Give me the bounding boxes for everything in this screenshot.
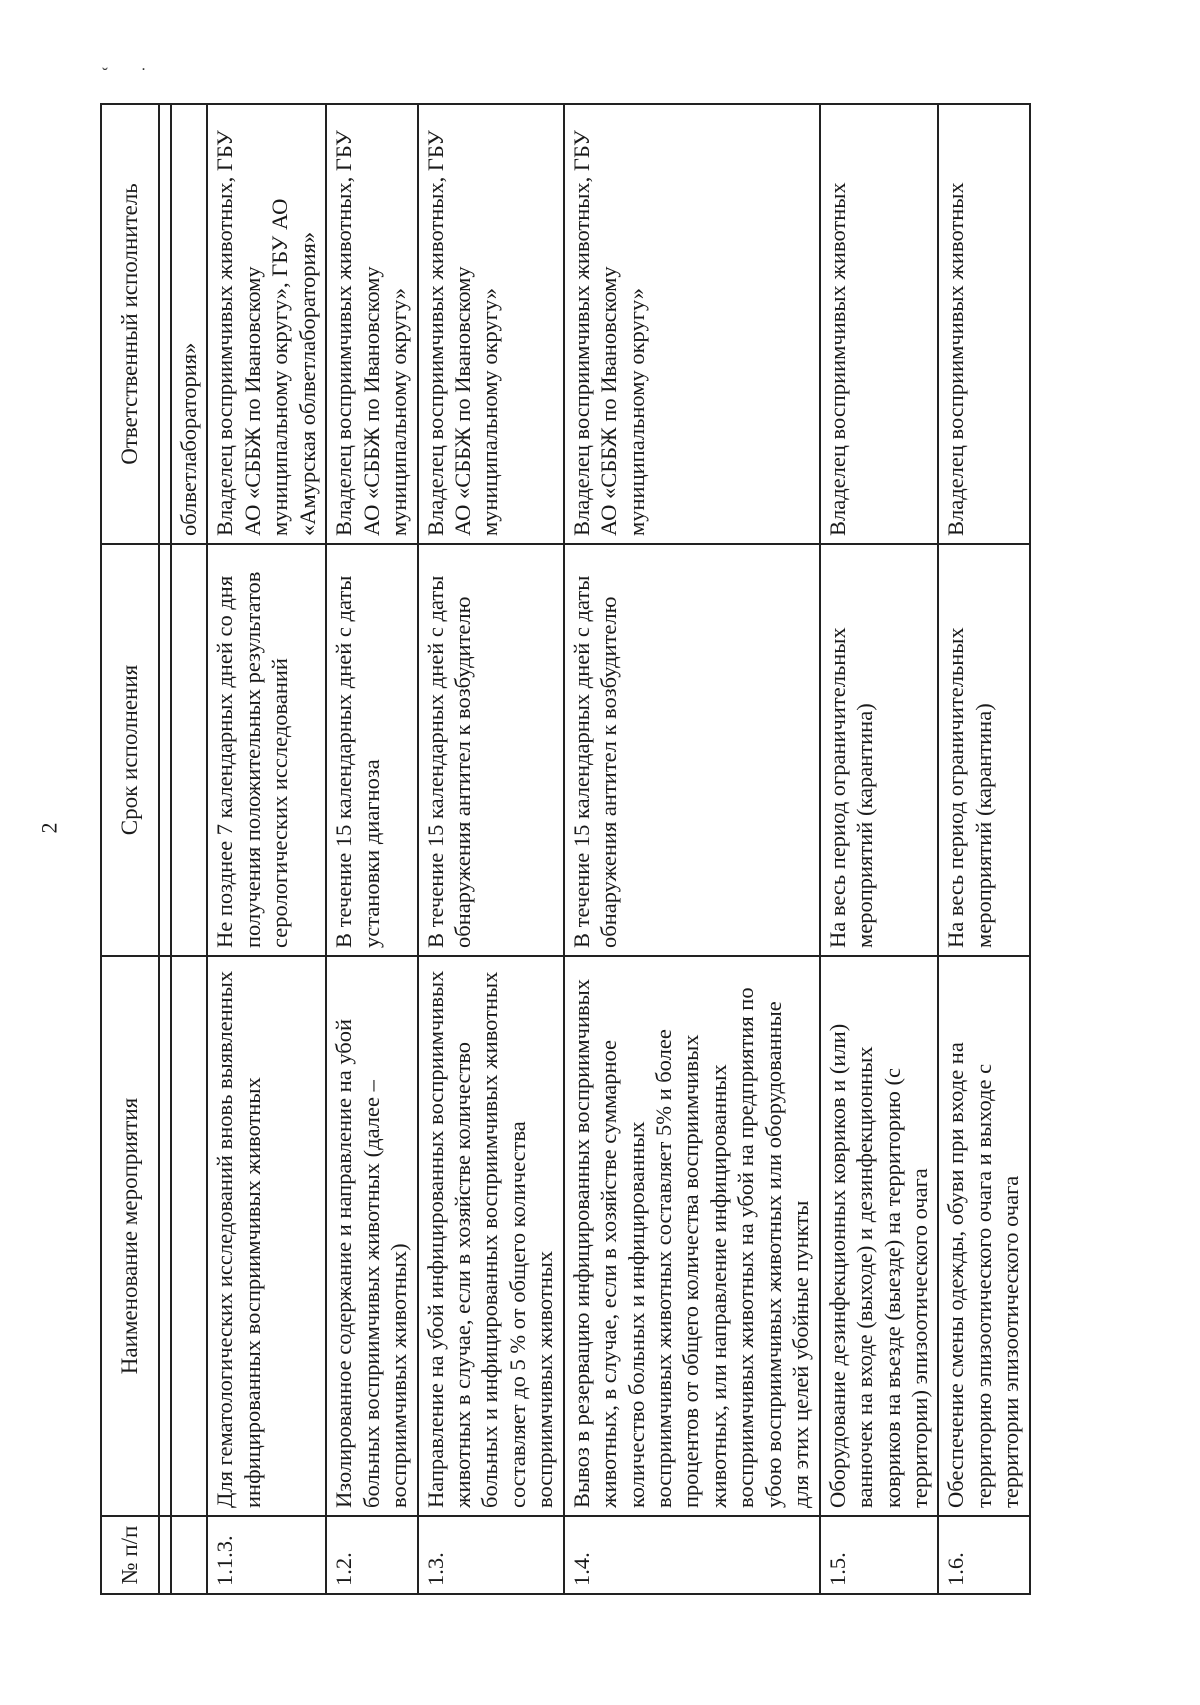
header-responsible: Ответственный исполнитель	[101, 104, 159, 544]
row-responsible: Владелец восприимчивых животных	[820, 104, 939, 544]
table-row	[564, 104, 820, 1594]
row-term: На весь период ограничительных мероприятий (карантина)	[820, 544, 939, 956]
table-row	[207, 104, 326, 1594]
row-responsible: Владелец восприимчивых животных	[938, 104, 1029, 544]
row-term: На весь период ограничительных мероприятий (карантина)	[938, 544, 1029, 956]
header-name: Наименование мероприятия	[101, 956, 159, 1516]
row-responsible: Владелец восприимчивых животных, ГБУ АО «СББЖ по Ивановскому муниципальному округу»	[326, 104, 417, 544]
scan-marks: ˘ ˙	[102, 64, 161, 84]
row-num: 1.1.3.	[207, 1516, 326, 1594]
measures-table	[100, 103, 1031, 1595]
header-num: № п/п	[101, 1516, 159, 1594]
row-name: Изолированное содержание и направление на убой больных восприимчивых животных (далее – восприимчивых животных)	[326, 956, 417, 1516]
page-number: 2	[36, 822, 62, 834]
row-num: 1.4.	[564, 1516, 820, 1594]
row-name: Для гематологических исследований вновь выявленных инфицированных восприимчивых животных	[207, 956, 326, 1516]
row-responsible: Владелец восприимчивых животных, ГБУ АО «СББЖ по Ивановскому муниципальному округу»	[564, 104, 820, 544]
row-name: Оборудование дезинфекционных ковриков и (или) ванночек на входе (выходе) и дезинфекционных ковриков на въезде (выезде) на территорию (с территории) эпизоотического очага	[820, 956, 939, 1516]
table-row	[418, 104, 564, 1594]
row-term: В течение 15 календарных дней с даты обнаружения антител к возбудителю	[418, 544, 564, 956]
row-num: 1.6.	[938, 1516, 1029, 1594]
row-term: В течение 15 календарных дней с даты установки диагноза	[326, 544, 417, 956]
row-num: 1.3.	[418, 1516, 564, 1594]
continuation-responsible: облветлаборатория»	[171, 104, 207, 544]
table-header-row	[101, 104, 159, 1594]
spacer-row	[159, 104, 171, 1594]
row-name: Вывоз в резервацию инфицированных восприимчивых животных, в случае, если в хозяйстве суммарное количество больных и инфицированных восприимчивых животных составляет 5% и более процентов от общего количества восприимчивых животных, или направление инфицированных восприимчивых животных на убой на предприятия по убою восприимчивых животных или оборудованные для этих целей убойные пункты	[564, 956, 820, 1516]
rotated-table-container	[100, 105, 1100, 1595]
table-row	[326, 104, 417, 1594]
continuation-row	[171, 104, 207, 1594]
table-row	[820, 104, 939, 1594]
row-name: Направление на убой инфицированных восприимчивых животных в случае, если в хозяйстве количество больных и инфицированных восприимчивых животных составляет до 5 % от общего количества восприимчивых животных	[418, 956, 564, 1516]
row-num: 1.2.	[326, 1516, 417, 1594]
row-name: Обеспечение смены одежды, обуви при входе на территорию эпизоотического очага и выходе с территории эпизоотического очага	[938, 956, 1029, 1516]
row-num: 1.5.	[820, 1516, 939, 1594]
row-responsible: Владелец восприимчивых животных, ГБУ АО «СББЖ по Ивановскому муниципальному округу», ГБУ АО «Амурская облветлаборатория»	[207, 104, 326, 544]
header-term: Срок исполнения	[101, 544, 159, 956]
row-term: В течение 15 календарных дней с даты обнаружения антител к возбудителю	[564, 544, 820, 956]
table-row	[938, 104, 1029, 1594]
row-term: Не позднее 7 календарных дней со дня получения положительных результатов серологических исследований	[207, 544, 326, 956]
row-responsible: Владелец восприимчивых животных, ГБУ АО «СББЖ по Ивановскому муниципальному округу»	[418, 104, 564, 544]
